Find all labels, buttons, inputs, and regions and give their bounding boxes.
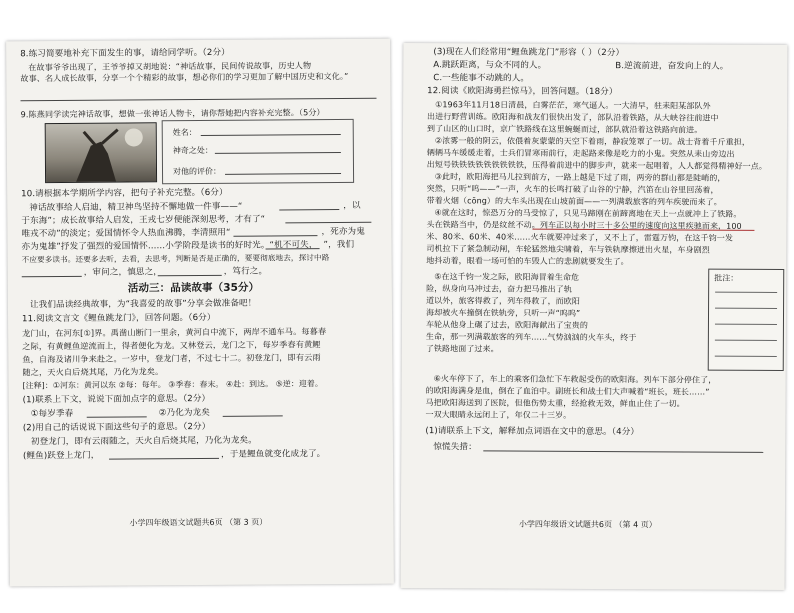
- q12-line-19: 车轮从他身上碾了过去，欧阳海献出了宝贵的: [425, 320, 588, 330]
- annotation-line[interactable]: [715, 308, 777, 309]
- annotation-line[interactable]: [715, 292, 777, 293]
- myth-character-card: [162, 119, 354, 184]
- q10-line-2: 于东海”；成长故事给人启发，王戎七岁便能深刻思考，才有了“: [21, 214, 266, 227]
- q12-sub1a-answer[interactable]: [483, 450, 763, 452]
- q11-text-4: 随之，天火自后烧其尾，乃化为龙矣。: [22, 366, 164, 378]
- q12-line-22: ⑥火车停下了，车上的乘客们急忙下车救起受伤的欧阳海。列车下部分停住了，: [433, 374, 717, 385]
- q12-line-18: 海却被火车撞倒在铁轨旁，只听一声“呜呜”: [425, 308, 581, 318]
- q11-sub2: (2)用自己的话说说下面这些句子的意思。（2分）: [22, 421, 211, 434]
- q12-title: 12.阅读《欧阳海勇拦惊马》，回答问题。（18分）: [427, 86, 618, 98]
- annotation-box[interactable]: [708, 269, 785, 371]
- q12-line-15: ⑤在这千钧一发之际，欧阳海冒着生命危: [434, 272, 580, 282]
- q12-line-8: 突然，只听“呜——”一声，火车的长鸣打破了山谷的宁静，汽笛在山谷里回荡着，: [426, 184, 719, 195]
- q12-line-11: 头在铁路当中，仍是纹丝不动。列车正以每小时三十多公里的速度向这里疾驰而来，100: [426, 220, 742, 231]
- q11-note: [注释]：①河东：黄河以东 ②每：每年。 ③季春：春末。 ④赴：到达。 ⑤逆：迎着。: [22, 379, 323, 391]
- q11-3-option-a[interactable]: A.跳跃距离，与众不同的人。: [433, 60, 547, 71]
- q8-line-2: 故事、名人成长故事，分享一个个精彩的故事，想必你们的学习更加了解中国历史和文化。”: [20, 70, 349, 84]
- card-name-input[interactable]: [201, 134, 341, 136]
- q12-line-13: 司机拉下了紧急制动闸，车轮猛然地尖啸着，车与铁轨摩擦迸出火星，车身剧烈: [426, 244, 710, 255]
- annotation-label: 批注：: [714, 273, 739, 283]
- q11-3-option-b[interactable]: B.逆流前进，奋发向上的人。: [615, 61, 729, 72]
- page-4-footer: 小学四年级语文试题共6页 （第 4 页）: [518, 519, 657, 530]
- q11-3-title: (3)现在人们经常用“鲤鱼跳龙门”形容（ ）（2分）: [433, 47, 625, 59]
- q10-suffix-1: ，以: [343, 200, 361, 211]
- q10-line-6: ，审问之，慎思之，: [83, 267, 163, 278]
- q10-suffix-2: ，死亦为鬼: [321, 226, 365, 238]
- q8-answer-line[interactable]: [21, 98, 377, 101]
- q12-line-20: 生命，那一列满载旅客的列车……气势汹汹的火车头，终于: [425, 332, 637, 343]
- card-feature-label: 神奇之处：: [172, 145, 213, 156]
- q11-sub1b: ②乃化为龙矣: [158, 407, 211, 419]
- q11-sub3-tail: ，于是鲤鱼就变化成龙了。: [220, 449, 326, 460]
- q12-line-5: 辆辆马车缓缓走着，士兵们冒寒雨前行，走起路来像是吃力的小鬼。突然从耒山旁边出: [426, 148, 735, 159]
- exam-page-4: [401, 43, 788, 590]
- q12-line-10: ④就在这时，惊恐万分的马受惊了，只见马蹄刚在前蹄离地在天上一点就冲上了铁路。: [434, 208, 742, 219]
- q12-line-25: 一双大眼睛永远闭上了，年仅二十三岁。: [425, 410, 572, 420]
- card-evaluation-label: 对他的评价：: [172, 166, 222, 177]
- q12-line-21: 了铁路地面了过来。: [425, 344, 499, 354]
- q12-line-1: ①1963年11月18日清晨，白雾茫茫，寒气逼人。一大清早，驻耒阳某部队外: [435, 100, 711, 111]
- q12-line-17: 道以外，旅客得救了，列车得救了，而欧阳: [426, 296, 581, 306]
- q10-line-5: 不应要多读书。还要多去听，去看，去思考，判断是否是正确的，要要彻底地去，探讨中路: [21, 253, 330, 265]
- q10-line-4: 亦为鬼雄”抒发了强烈的爱国情怀……小学阶段是读书的好时光。“机不可失，: [21, 240, 318, 253]
- q12-line-4: ②浓雾一般的阴云，依偎着灰蒙蒙的天空下着雨，静寂笼罩了一切。战士背着千斤重担，: [434, 136, 751, 147]
- q10-blank-1[interactable]: [279, 209, 339, 210]
- q10-line-3: 唯戎不动”的淡定；爱国情怀令人热血沸腾，李清照用“: [21, 227, 231, 240]
- card-feature-input[interactable]: [215, 152, 341, 154]
- q10-suffix-3: ”，我们: [323, 239, 355, 251]
- q12-line-23: 的欧阳海满身是血，倒在了血泊中。副班长和战士们大声喊着“班长，班长……”: [425, 386, 710, 397]
- q12-line-3: 到了山区的山口时，京广铁路线在这里蜿蜒而过，部队就沿着这铁路向前进。: [426, 124, 703, 135]
- q8-line-1: 在故事爷爷出现了，王爷爷掉又胡地说：“神话故事，民间传说故事，历史人物: [28, 60, 312, 73]
- q10-blank-2[interactable]: [285, 222, 371, 224]
- q11-sub1b-answer[interactable]: [223, 415, 283, 416]
- q11-sub3-answer[interactable]: [109, 458, 219, 460]
- q10-blank-3[interactable]: [233, 235, 317, 237]
- q12-line-24: 马把欧阳海送到了医院，但他伤势太重，经抢救无效，鲜血止住了一切。: [425, 398, 685, 409]
- annotation-line[interactable]: [715, 356, 777, 357]
- q11-sub1a-answer[interactable]: [87, 416, 147, 417]
- q11-sub1: (1)联系上下文，说说下面加点字的意思。（2分）: [22, 393, 211, 406]
- q10-title: 10.请根据本学期所学内容，把句子补充完整。（6分）: [21, 187, 228, 200]
- q12-line-14: 地抖动着，眼看一场可怕的车毁人亡的悲剧就要发生了。: [426, 256, 629, 267]
- q12-sub1: (1)请联系上下文，解释加点词语在文中的意思。（4分）: [425, 426, 640, 438]
- activity-3-title: 活动三：品读故事（35分）: [127, 281, 260, 295]
- card-evaluation-input[interactable]: [225, 173, 341, 175]
- q12-line-6: 出短号铁铁铁铁铁铁铁铁铁，压得着前进中的脚步声，就来一起唱着，人人都觉得精神好一点。: [426, 160, 768, 171]
- q11-text-1: 龙门山，在河东[①]界。禹凿山断门一里余，黄河自中流下，两岸不通车马。每暮春: [22, 326, 327, 339]
- q10-line-7: ，笃行之。: [223, 266, 268, 277]
- q9-title: 9.陈燕同学读完神话故事，想做一张神话人物卡，请你帮她把内容补充完整。（5分）: [20, 107, 325, 120]
- activity-3-intro: 让我们品读经典故事，为“我喜爱的故事”分享会做准备吧！: [29, 298, 257, 311]
- q11-sub3: (鲤鱼)跃登上龙门，: [22, 450, 100, 462]
- q12-line-7: ③此时，欧阳海把马儿拉到前方，一路上越是下过了雨，两旁的群山都是陡峭的，: [434, 172, 726, 183]
- q12-sub1a: 惊慌失措：: [433, 442, 477, 453]
- q11-sub1a: ①每岁季春: [30, 408, 74, 420]
- q12-line-9: 带着火烟（cōng）的大车头出现在山坡前面——一列满载旅客的列车疾驶而来了。: [426, 196, 722, 207]
- page-3-footer: 小学四年级语文试题共6页 （第 3 页）: [129, 517, 268, 528]
- exam-page-3: [6, 39, 394, 587]
- card-name-label: 姓名：: [172, 128, 197, 138]
- q11-sub2a: 初登龙门，即有云雨随之，天火自后烧其尾，乃化为龙矣。: [30, 435, 257, 448]
- annotation-line[interactable]: [715, 324, 777, 325]
- q11-3-option-c[interactable]: C.一些能事不动跳的人。: [433, 73, 530, 84]
- q10-blank-5[interactable]: [22, 276, 82, 277]
- myth-illustration: [45, 122, 157, 183]
- q12-line-16: 险，纵身向马冲过去，奋力把马推出了轨: [426, 284, 572, 294]
- q12-line-12: 米、80米、60米、40米……火车就要冲过来了，又不上了，雷霆万钧，在这千钧一发: [426, 232, 733, 243]
- q8-title: 8.练习简要地补充下面发生的事，请给同学听。（2分）: [20, 47, 230, 60]
- q10-blank-6[interactable]: [158, 275, 222, 276]
- q10-line-1: 神话故事给人启迪，精卫神鸟坚持不懈地做一件事——“: [29, 201, 243, 214]
- q11-text-3: 鱼，自海及诸川争来赴之。一岁中，登龙门者，不过七十二。初登龙门，即有云雨: [22, 352, 321, 365]
- q11-title: 11.阅读文言文《鲤鱼跳龙门》，回答问题。（6分）: [22, 312, 216, 325]
- q12-line-2: 出进行野营训练。欧阳海和战友们很快出发了，部队沿着铁路，从大峡谷往前进中: [427, 112, 719, 123]
- q11-text-2: 之际，有黄鲤鱼逆流而上，得者便化为龙。又林登云，龙门之下，每岁季春有黄鲤: [22, 339, 321, 352]
- annotation-line[interactable]: [715, 340, 777, 341]
